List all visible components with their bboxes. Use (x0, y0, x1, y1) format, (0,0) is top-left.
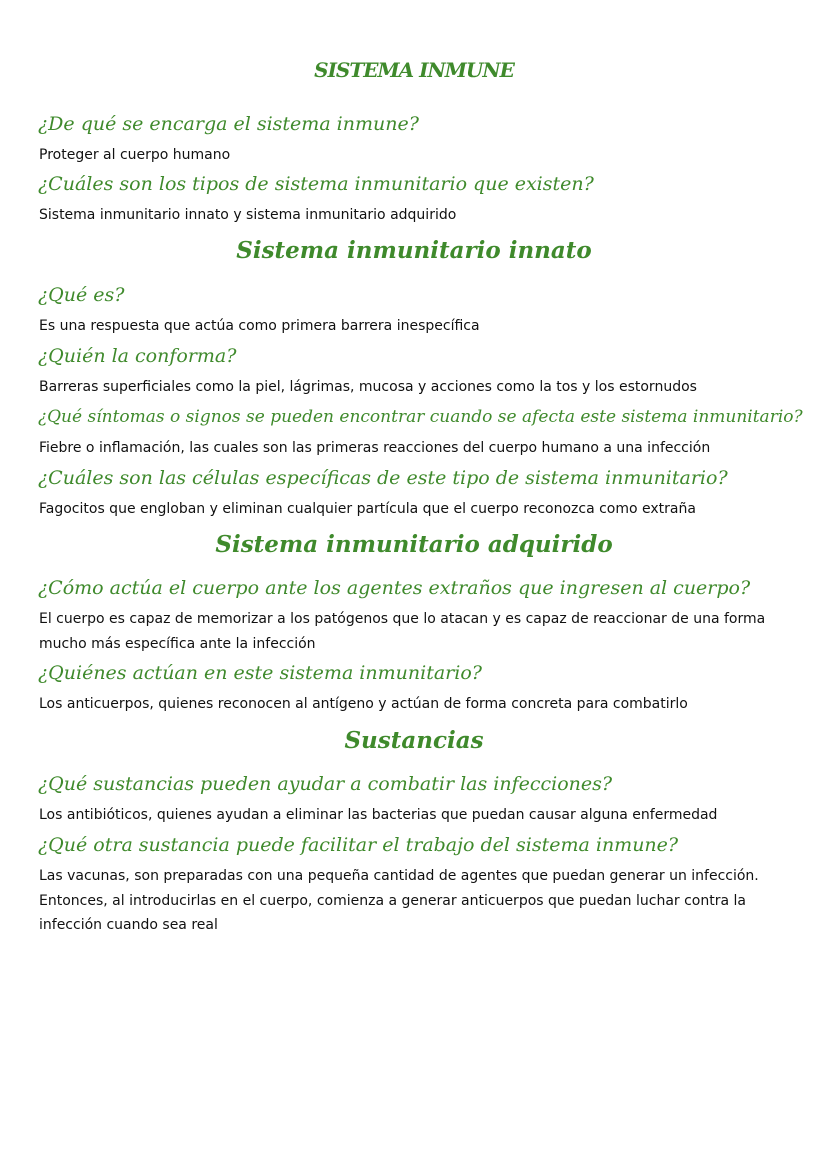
answer-sustancias-which: Los antibióticos, quienes ayudan a eliminar las bacterias que puedan causar alguna enfermedad (39, 807, 718, 823)
question-adquirido-how: ¿Cómo actúa el cuerpo ante los agentes extraños que ingresen al cuerpo? (38, 577, 751, 599)
answer-sustancias-other: Las vacunas, son preparadas con una pequeña cantidad de agentes que puedan generar un infección. Entonces, al introducirlas en el cuerpo, comienza a generar anticuerpos que puedan luchar contra la infección cuando sea real (39, 868, 759, 933)
answer-adquirido-who: Los anticuerpos, quienes reconocen al antígeno y actúan de forma concreta para combatirlo (39, 696, 688, 712)
question-function: ¿De qué se encarga el sistema inmune? (38, 113, 419, 135)
section-heading-adquirido: Sistema inmunitario adquirido (215, 531, 613, 558)
answer-innato-who: Barreras superficiales como la piel, lágrimas, mucosa y acciones como la tos y los estornudos (39, 379, 697, 395)
question-innato-who: ¿Quién la conforma? (38, 345, 237, 367)
answer-types: Sistema inmunitario innato y sistema inmunitario adquirido (39, 207, 457, 223)
question-sustancias-which: ¿Qué sustancias pueden ayudar a combatir las infecciones? (38, 773, 613, 795)
question-types: ¿Cuáles son los tipos de sistema inmunitario que existen? (38, 173, 594, 195)
question-innato-symptoms: ¿Qué síntomas o signos se pueden encontrar cuando se afecta este sistema inmunitario? (38, 407, 803, 427)
answer-innato-what: Es una respuesta que actúa como primera barrera inespecífica (39, 318, 480, 334)
question-sustancias-other: ¿Qué otra sustancia puede facilitar el trabajo del sistema inmune? (38, 834, 679, 856)
answer-innato-symptoms: Fiebre o inflamación, las cuales son las primeras reacciones del cuerpo humano a una infección (39, 440, 711, 456)
answer-innato-cells: Fagocitos que engloban y eliminan cualquier partícula que el cuerpo reconozca como extraña (39, 501, 696, 517)
question-adquirido-who: ¿Quiénes actúan en este sistema inmunitario? (38, 662, 482, 684)
section-heading-sustancias: Sustancias (344, 727, 484, 754)
answer-adquirido-how: El cuerpo es capaz de memorizar a los patógenos que lo atacan y es capaz de reaccionar de una forma mucho más específica ante la infección (39, 611, 766, 652)
question-innato-what: ¿Qué es? (38, 284, 125, 306)
section-heading-innato: Sistema inmunitario innato (236, 237, 592, 264)
page-title: SISTEMA INMUNE (314, 58, 514, 82)
question-innato-cells: ¿Cuáles son las células específicas de este tipo de sistema inmunitario? (38, 467, 728, 489)
answer-function: Proteger al cuerpo humano (39, 147, 231, 163)
